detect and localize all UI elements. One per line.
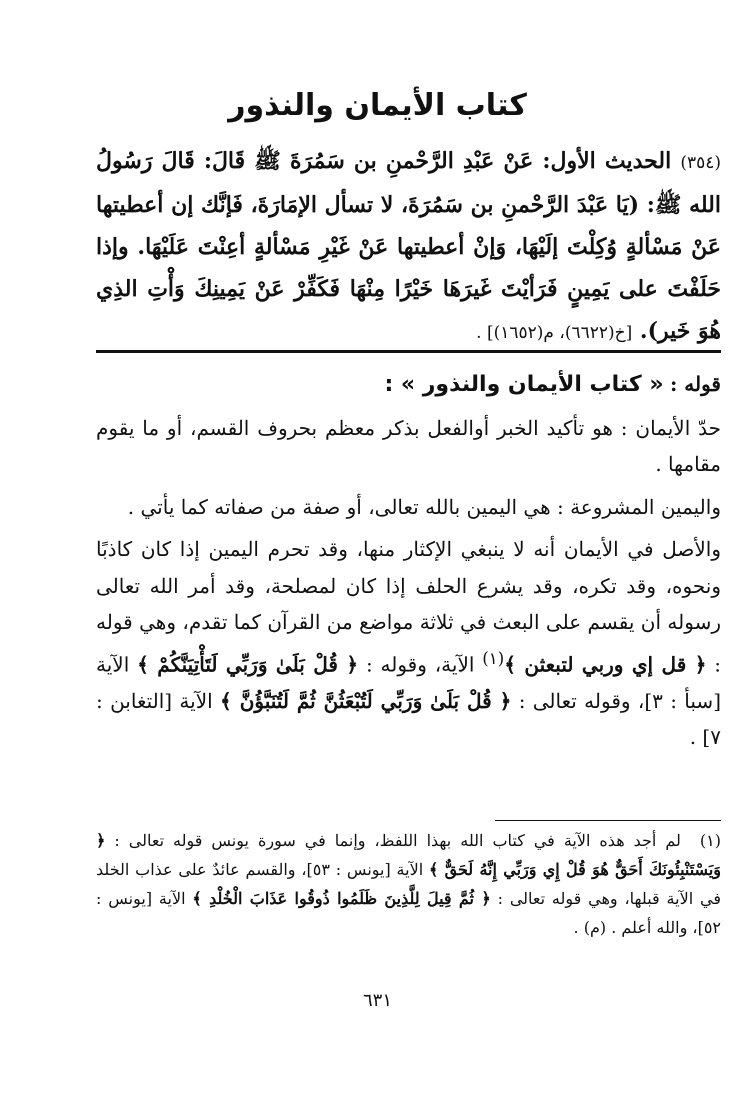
quran-quote-3: ﴿ قُلْ بَلَىٰ وَرَبِّي لَتُبْعَثُنَّ ثُمَّ لَتُنَبَّؤُنَّ ﴾ [220, 688, 512, 713]
footnote-ref[interactable]: (١) [482, 648, 505, 668]
page-number: ٦٣١ [362, 990, 392, 1011]
footnote-quran-2: ﴿ ثُمَّ قِيلَ لِلَّذِينَ ظَلَمُوا ذُوقُوا عَذَابَ الْخُلْدِ ﴾ [192, 889, 491, 908]
ruling-text-d: الآية [التغابن : ٧] . [96, 688, 721, 750]
footnote-divider [495, 820, 721, 821]
definition-paragraph: حدّ الأيمان : هو تأكيد الخبر أوالفعل بذكر معظم بحروف القسم، أو ما يقوم مقامها . [96, 415, 721, 476]
footnote-block [96, 826, 721, 942]
commentary-heading [96, 366, 721, 404]
quran-quote-1: ﴿ قل إي وربي لتبعثن ﴾ [504, 652, 707, 677]
footnote-text-c: الآية [يونس : ٥٢]، والله أعلم . (م) . [96, 889, 721, 937]
ruling-text-c: الآية [سبأ : ٣]، وقوله تعالى : [96, 652, 721, 713]
quran-quote-2: ﴿ قُلْ بَلَىٰ وَرَبِّي لَتَأْتِيَنَّكُمْ ﴾ [137, 652, 359, 677]
heading-quote: « كتاب الأيمان والنذور » : [384, 372, 664, 397]
commentary-block [96, 366, 721, 762]
hadith-block [96, 140, 721, 354]
chapter-title: كتاب الأيمان والنذور [228, 88, 527, 123]
footnote-text-a: لم أجد هذه الآية في كتاب الله بهذا اللفظ، وإنما في سورة يونس قوله تعالى : [114, 831, 681, 850]
hadith-reference: [خ(٦٦٢٢)، م(١٦٥٢)] . [476, 323, 633, 343]
footnote-marker: (١) [699, 831, 722, 850]
footnote-text-b: الآية [يونس : ٥٣]، والقسم عائدٌ على عذاب الخلد في الآية قبلها، وهي قوله تعالى : [96, 860, 721, 908]
footnote-quran-1: ﴿ وَيَسْتَنْبِئُونَكَ أَحَقٌّ هُوَ قُلْ إِي وَرَبِّي إِنَّهُ لَحَقٌّ ﴾ [96, 831, 722, 879]
section-divider [96, 350, 721, 353]
hadith-number: (٣٥٤) [680, 153, 721, 173]
oath-ruling-paragraph [96, 531, 721, 756]
ruling-text-b: الآية، وقوله : [365, 652, 475, 677]
lawful-oath-paragraph: واليمين المشروعة : هي اليمين بالله تعالى، أو صفة من صفاته كما يأتي . [127, 494, 721, 519]
hadith-text: الحديث الأول: عَنْ عَبْدِ الرَّحْمنِ بن سَمُرَةَ ﷺ قَالَ: قَالَ رَسُولُ الله ﷺ: (يَا عَبْدَ الرَّحْمنِ بن سَمُرَةَ، لا تسأل الإمَارَةَ، فَإنَّك إن أعطيتها عَنْ مَسْألةٍ وُكِلْتَ إلَيْهَا، وَإنْ أعطيتها عَنْ غَيْرِ مَسْألةٍ أعِنْتَ عَلَيْهَا. وإذا حَلَفْتَ على يَمِينٍ فَرَأيْتَ غَيرَهَا خَيْرًا مِنْهَا فَكَفِّرْ عَنْ يَمِينِكَ وَأْتِ الذِي هُوَ خَير). [96, 148, 721, 344]
heading-lead: قوله : [669, 372, 721, 396]
ruling-text-a: والأصل في الأيمان أنه لا ينبغي الإكثار منها، وقد تحرم اليمين إذا كان كاذبًا ونحوه، وقد تكره، وقد يشرع الحلف إذا كان لمصلحة، وقد أمر الله تعالى رسوله أن يقسم على البعث في ثلاثة مواضع من القرآن كما تقدم، وهي قوله : [96, 537, 722, 677]
